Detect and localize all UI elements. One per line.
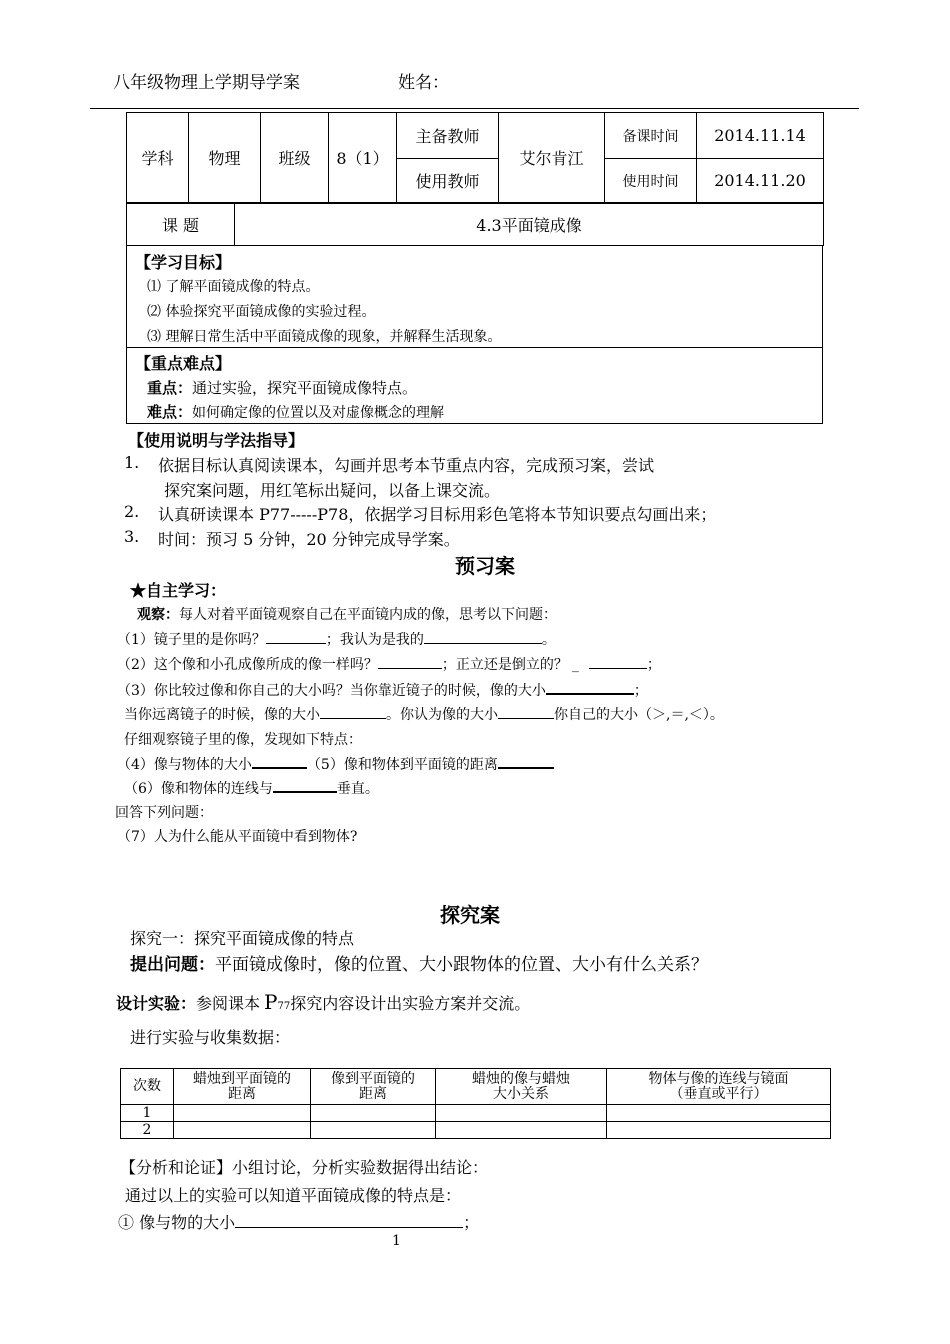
question-6 xyxy=(124,777,379,798)
data-table xyxy=(120,1068,831,1139)
collect-data: 进行实验与收集数据： xyxy=(130,1028,291,1047)
teacher-name: 艾尔肯江 xyxy=(499,113,605,203)
question-text: 平面镜成像时，像的位置、大小跟物体的位置、大小有什么关系？ xyxy=(215,955,708,975)
header-image-distance-2: 距离 xyxy=(359,1085,387,1102)
topic-value: 4.3平面镜成像 xyxy=(235,204,824,246)
question-6-text: （6）像和物体的连线与 xyxy=(124,781,273,797)
goals-box xyxy=(126,245,823,348)
row-number: 2 xyxy=(121,1122,174,1139)
question-3-text: （3）你比较过像和你自己的大小吗？当你靠近镜子的时候，像的大小 xyxy=(117,683,546,699)
question-3 xyxy=(117,679,648,700)
table-row xyxy=(121,1122,831,1139)
instruction-1-line2: 探究案问题，用红笔标出疑问，以备上课交流。 xyxy=(164,481,501,500)
data-cell[interactable] xyxy=(311,1105,436,1122)
instructions-heading: 【使用说明与学法指导】 xyxy=(128,431,305,450)
question-2-mark: _ xyxy=(571,657,579,673)
answer-blank-9[interactable] xyxy=(498,753,554,769)
answer-blank-1[interactable] xyxy=(266,629,326,644)
instruction-2-num: 2. xyxy=(124,502,140,521)
class-value: 8（1） xyxy=(329,113,397,203)
goals-heading: 【学习目标】 xyxy=(135,253,232,272)
instruction-2: 认真研读课本 P77-----P78，依据学习目标用彩色笔将本节知识要点勾画出来； xyxy=(158,505,717,524)
use-time-value: 2014.11.20 xyxy=(697,159,824,203)
observe-label: 观察： xyxy=(137,607,179,623)
question-3-symbols: 你自己的大小（＞,＝,＜）。 xyxy=(554,707,724,723)
instruction-1-line1: 依据目标认真阅读课本，勾画并思考本节重点内容，完成预习案，尝试 xyxy=(158,456,655,475)
prep-time-value: 2014.11.14 xyxy=(697,113,824,159)
key-point-line xyxy=(147,377,417,398)
design-p: P xyxy=(264,990,278,1014)
header-candle-distance-1: 蜡烛到平面镜的 xyxy=(193,1070,291,1087)
explore-part-1: 探究一：探究平面镜成像的特点 xyxy=(130,929,355,948)
use-time-label: 使用时间 xyxy=(605,159,697,203)
name-label: 姓名： xyxy=(398,73,449,93)
question-1-mid: ；我认为是我的 xyxy=(325,632,424,648)
question-2-mid: ；正立还是倒立的？ xyxy=(441,657,568,673)
question-3-end: ； xyxy=(633,683,648,699)
question-4-5 xyxy=(117,753,554,774)
design-sub: 77 xyxy=(277,1001,291,1012)
header-line-mirror-1: 物体与像的连线与镜面 xyxy=(648,1070,789,1087)
goal-item-2: ⑵ 体验探究平面镜成像的实验过程。 xyxy=(147,304,376,320)
prep-time-label: 备课时间 xyxy=(605,113,697,159)
feature-1-end: ； xyxy=(463,1213,480,1232)
data-cell[interactable] xyxy=(607,1105,831,1122)
data-cell[interactable] xyxy=(436,1122,607,1139)
question-1 xyxy=(117,629,556,649)
answer-label: 回答下列问题： xyxy=(115,805,213,821)
header-line-mirror-2: （垂直或平行） xyxy=(669,1085,768,1102)
header-image-distance-1: 像到平面镜的 xyxy=(331,1070,415,1087)
data-cell[interactable] xyxy=(607,1122,831,1139)
raise-question xyxy=(130,950,708,975)
question-2-text: （2）这个像和小孔成像所成的像一样吗？ xyxy=(117,657,378,673)
preview-title: 预习案 xyxy=(455,554,515,578)
table-row xyxy=(121,1105,831,1122)
instruction-1-num: 1. xyxy=(124,453,140,472)
question-3-cont xyxy=(124,704,724,724)
doc-title: 八年级物理上学期导学案 xyxy=(113,73,300,93)
answer-blank-6[interactable] xyxy=(320,704,386,719)
question-3-far: 当你远离镜子的时候，像的大小 xyxy=(124,707,320,723)
header-size-relation xyxy=(436,1069,607,1105)
question-1-text: （1）镜子里的是你吗？ xyxy=(117,632,266,648)
use-teacher-label: 使用教师 xyxy=(397,159,499,203)
answer-blank-11[interactable] xyxy=(235,1212,463,1228)
hard-point-line xyxy=(147,401,444,422)
answer-blank-3[interactable] xyxy=(378,654,442,669)
header-image-distance xyxy=(311,1069,436,1105)
observe-line xyxy=(137,604,557,624)
analysis-heading: 【分析和论证】小组讨论，分析实验数据得出结论： xyxy=(120,1158,489,1177)
answer-blank-7[interactable] xyxy=(498,704,554,719)
observe-text: 每人对着平面镜观察自己在平面镜内成的像，思考以下问题： xyxy=(179,607,557,623)
class-label: 班级 xyxy=(261,113,329,203)
question-label: 提出问题： xyxy=(130,955,215,975)
self-study-heading: ★自主学习： xyxy=(130,581,227,600)
instruction-3-num: 3. xyxy=(124,527,140,546)
header-candle-distance-2: 距离 xyxy=(228,1085,256,1102)
design-text-b: 探究内容设计出实验方案并交流。 xyxy=(290,994,531,1013)
question-5: （5）像和物体到平面镜的距离 xyxy=(306,757,498,773)
hard-label: 难点： xyxy=(147,403,193,421)
question-2 xyxy=(117,654,661,674)
header-size-relation-1: 蜡烛的像与蜡烛 xyxy=(472,1070,570,1087)
answer-blank-5[interactable] xyxy=(546,679,634,695)
topic-label: 课 题 xyxy=(127,204,235,246)
answer-blank-4[interactable] xyxy=(589,654,647,669)
design-text-a: 参阅课本 xyxy=(196,994,261,1013)
question-4: （4）像与物体的大小 xyxy=(117,757,252,773)
goal-item-1: ⑴ 了解平面镜成像的特点。 xyxy=(147,279,320,295)
answer-blank-2[interactable] xyxy=(424,629,542,644)
header-count: 次数 xyxy=(121,1069,174,1105)
design-experiment xyxy=(116,990,530,1014)
conclusion-text: 通过以上的实验可以知道平面镜成像的特点是： xyxy=(125,1186,462,1205)
info-table xyxy=(126,112,824,203)
hard-text: 如何确定像的位置以及对虚像概念的理解 xyxy=(192,405,445,421)
feature-1-text: ① 像与物的大小 xyxy=(118,1213,236,1232)
key-text: 通过实验，探究平面镜成像特点。 xyxy=(192,379,418,397)
answer-blank-10[interactable] xyxy=(273,777,337,793)
header-candle-distance xyxy=(174,1069,311,1105)
question-3-compare: 。你认为像的大小 xyxy=(386,707,498,723)
row-number: 1 xyxy=(121,1105,174,1122)
feature-1 xyxy=(118,1210,479,1233)
key-label: 重点： xyxy=(147,379,193,397)
answer-blank-8[interactable] xyxy=(252,753,307,769)
header-size-relation-2: 大小关系 xyxy=(493,1085,549,1102)
instruction-3: 时间：预习 5 分钟，20 分钟完成导学案。 xyxy=(158,530,460,549)
data-cell[interactable] xyxy=(436,1105,607,1122)
question-1-end: 。 xyxy=(541,632,556,648)
data-cell[interactable] xyxy=(174,1105,311,1122)
design-label: 设计实验： xyxy=(116,994,197,1013)
question-7: （7）人为什么能从平面镜中看到物体? xyxy=(117,829,358,845)
subject-value: 物理 xyxy=(189,113,261,203)
key-points-box xyxy=(126,348,823,424)
lead-teacher-label: 主备教师 xyxy=(397,113,499,159)
header-rule xyxy=(90,108,859,109)
question-6-end: 垂直。 xyxy=(336,781,379,797)
key-points-heading: 【重点难点】 xyxy=(135,354,232,373)
page-number: 1 xyxy=(392,1233,401,1249)
data-cell[interactable] xyxy=(311,1122,436,1139)
header-line-mirror xyxy=(607,1069,831,1105)
explore-title: 探究案 xyxy=(440,903,500,927)
goal-item-3: ⑶ 理解日常生活中平面镜成像的现象，并解释生活现象。 xyxy=(147,329,502,345)
question-2-end: ； xyxy=(646,657,661,673)
topic-table xyxy=(126,203,824,246)
data-cell[interactable] xyxy=(174,1122,311,1139)
observe-mirror: 仔细观察镜子里的像，发现如下特点： xyxy=(124,732,362,748)
subject-label: 学科 xyxy=(127,113,189,203)
